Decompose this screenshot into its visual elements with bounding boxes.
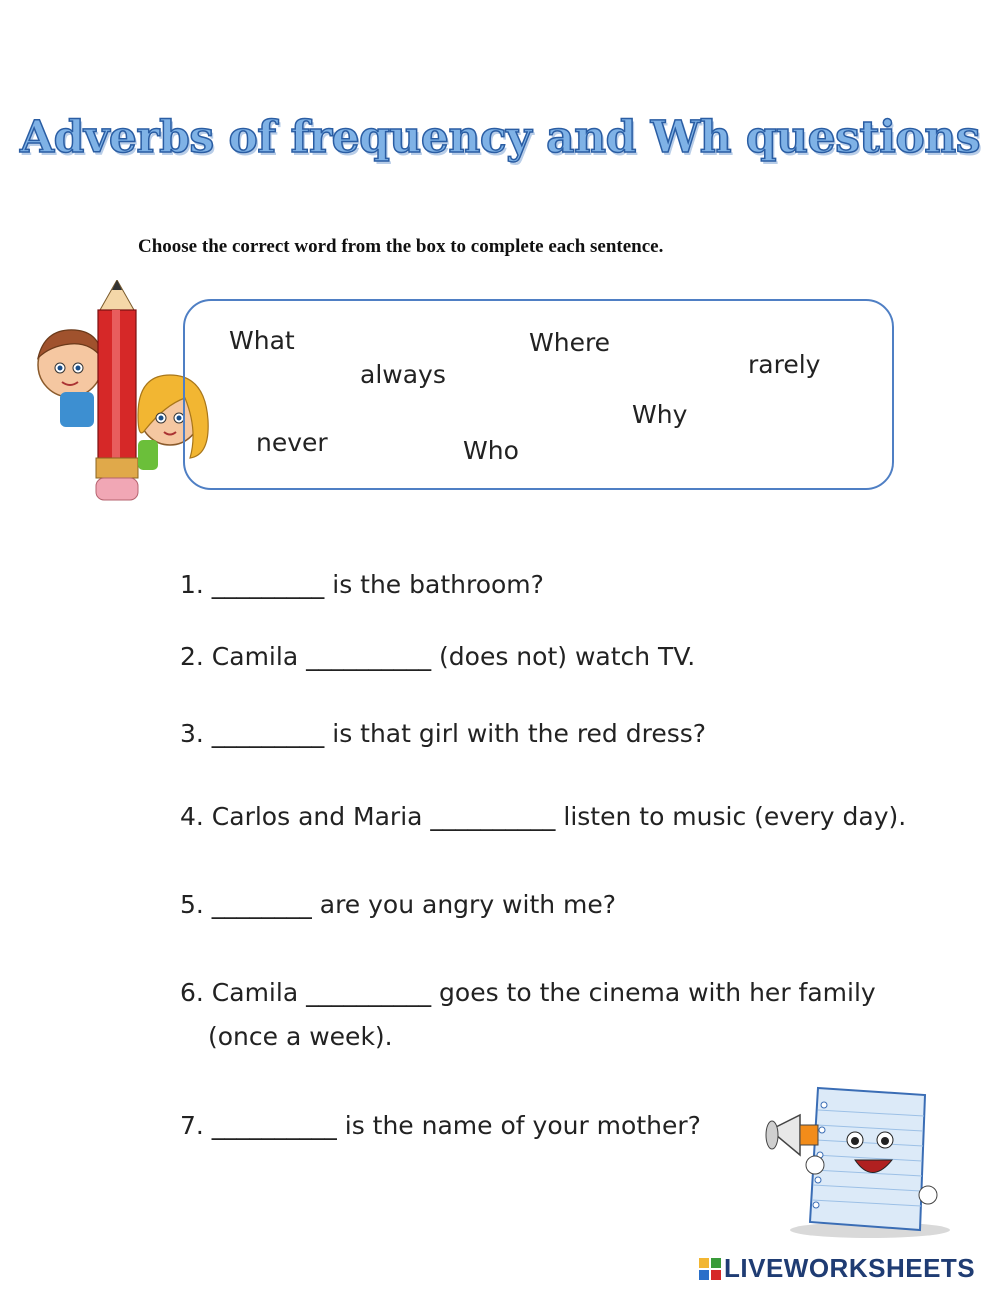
word-where: Where	[529, 328, 611, 357]
sentence-3: 3. _________ is that girl with the red dress?	[180, 719, 707, 748]
footer-brand: LIVEWORKSHEETS	[724, 1253, 976, 1283]
notebook-megaphone-illustration	[760, 1080, 960, 1240]
word-never: never	[256, 428, 328, 457]
liveworksheets-logo-icon	[699, 1258, 721, 1280]
instruction-text: Choose the correct word from the box to complete each sentence.	[138, 236, 664, 257]
word-why: Why	[632, 400, 688, 429]
sentence-6: 6. Camila __________ goes to the cinema with her family	[180, 978, 876, 1007]
word-who: Who	[463, 436, 519, 465]
word-what: What	[229, 326, 295, 355]
sentence-4: 4. Carlos and Maria __________ listen to music (every day).	[180, 802, 907, 831]
word-always: always	[360, 360, 446, 389]
sentence-7: 7. __________ is the name of your mother?	[180, 1111, 701, 1140]
sentence-2: 2. Camila __________ (does not) watch TV.	[180, 642, 696, 671]
sentence-5: 5. ________ are you angry with me?	[180, 890, 617, 919]
page-title: Adverbs of frequency and Wh questions	[19, 112, 981, 163]
sentence-6-continued: (once a week).	[208, 1022, 393, 1051]
word-rarely: rarely	[748, 350, 821, 379]
sentence-1: 1. _________ is the bathroom?	[180, 570, 544, 599]
